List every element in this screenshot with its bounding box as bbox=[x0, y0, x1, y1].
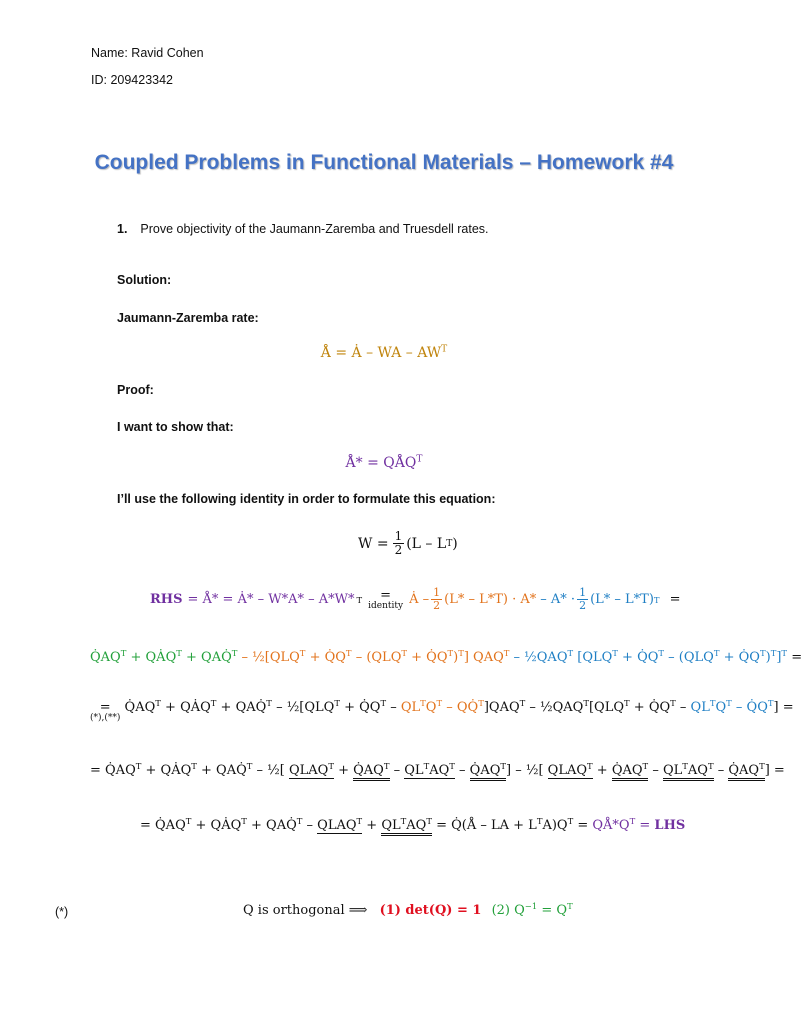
fraction-half: $\frac{1}{2}$ bbox=[394, 529, 403, 557]
derivation-line-2: $Q̇AQ^T$ + $QȦQ^T$ + QAQ̇$^T$ – $\frac{1}{2}[QLQ^T$ + $Q̇Q^T - (QLQ^T$ + $Q̇Q^T)^T$] $QAQ^T$ – $\frac{1}{2}QAQ^T$ [$QLQ^T$ + $Q̇Q^T - (QLQ^T$ + $Q̇Q^T)^T]^T$ = bbox=[90, 647, 802, 665]
solution-label: Solution: bbox=[117, 273, 172, 287]
derivation-line-5: = $Q̇AQ^T$ + $QȦQ^T$ + QAQ̇$^T$ – $QLAQ^T + QL^TAQ^T$ = Q̇(Å – LA + $L^TA)Q^T$ = $QÅ*Q^T$ = LHS bbox=[140, 818, 685, 833]
footnote-marker: (*) bbox=[55, 905, 69, 919]
question-1 bbox=[117, 222, 489, 236]
want-show-label: I want to show that: bbox=[117, 420, 234, 434]
derivation-line-4: = $Q̇AQ^T$ + $QȦQ^T$ + QAQ̇$^T$ – ½[ $QLAQ^T$ + $Q̇AQ^T - QL^TAQ^T$ – $Q̇AQ^T$] – ½[ $QLAQ^T$ + $Q̇AQ^T - QL^TAQ^T$ – $Q̇AQ^T$] = bbox=[90, 763, 785, 778]
jaumann-rate-label: Jaumann-Zaremba rate: bbox=[117, 311, 259, 325]
objectivity-equation: Å* = $QÅQ^T$ bbox=[345, 454, 423, 471]
identity-underbrace: = identity bbox=[368, 588, 404, 611]
question-text: Prove objectivity of the Jaumann-Zaremba and Truesdell rates. bbox=[140, 222, 489, 236]
proof-label: Proof: bbox=[117, 383, 154, 397]
page-title: Coupled Problems in Functional Materials – Homework #4 bbox=[94, 151, 674, 174]
derivation-line-3: = (*),(**) $Q̇AQ^T$ + $QȦQ^T$ + QAQ̇$^T$ – $\frac{1}{2}[QLQ^T$ + $Q̇Q^T - QL^TQ^T$ – $QQ̇^T]QAQ^T$ – $\frac{1}{2}QAQ^T[QLQ^T$ + $Q̇Q^T - QL^TQ^T$ – $Q̇Q^T$] = bbox=[90, 697, 794, 723]
identity-intro: I’ll use the following identity in order to formulate this equation: bbox=[117, 492, 496, 506]
rhs-equation: RHS = Å* = Ȧ* – W*A* – A*W* T = identity Ȧ – 1 2 (L* – L*T) · A* – A* · 1 2 (L* – L*T) T = bbox=[150, 586, 681, 612]
student-name: Name: Ravid Cohen bbox=[91, 46, 204, 60]
footnote-orthogonal: Q is orthogonal ⟹ (1) det(Q) = 1 (2) $Q^{-1} = Q^T$ bbox=[243, 900, 573, 918]
question-number: 1. bbox=[117, 222, 128, 236]
student-id: ID: 209423342 bbox=[91, 73, 174, 87]
w-identity: W = $\frac{1}{2}$ (L – L T ) bbox=[358, 529, 458, 557]
jaumann-equation: Å = Ȧ – WA – $AW^T$ bbox=[320, 344, 448, 361]
rhs-label: RHS bbox=[150, 592, 183, 607]
